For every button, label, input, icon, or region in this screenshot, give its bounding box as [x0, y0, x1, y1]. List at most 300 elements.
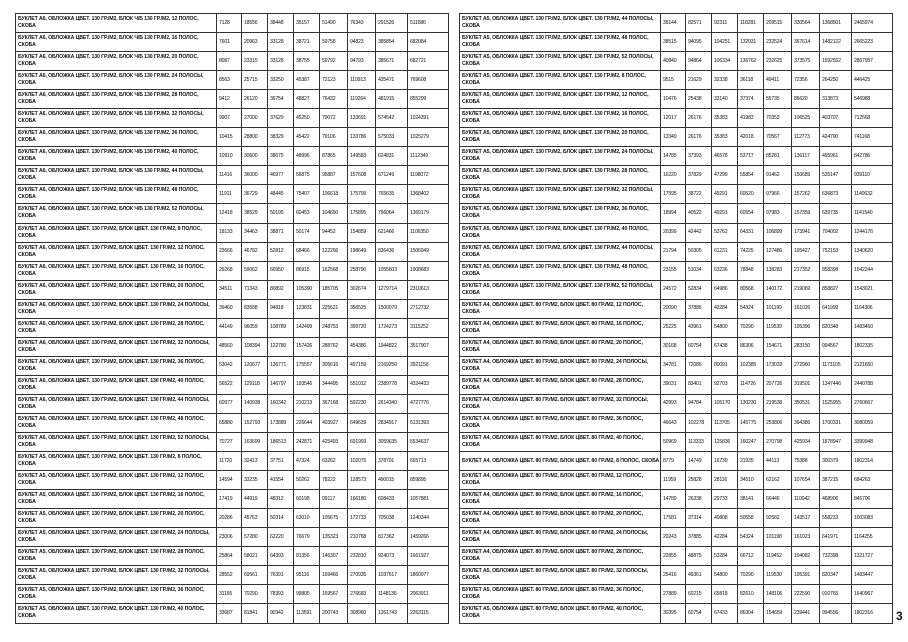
- product-name-cell: БУКЛЕТ А6, ОБЛОЖКА ЦВЕТ. 130 ГР./М2, БЛОК ЦВЕТ. 130 ГР./М2, 12 ПОЛОС, СКОБА: [16, 242, 217, 261]
- price-cell: 2614340: [376, 394, 408, 413]
- price-cell: 33128: [268, 33, 294, 52]
- price-cell: 842786: [852, 147, 893, 166]
- price-cell: 200743: [320, 604, 348, 623]
- price-cell: 481915: [376, 90, 408, 109]
- price-cell: 29268: [217, 261, 242, 280]
- product-name-cell: БУКЛЕТ А6, ОБЛОЖКА ЦВЕТ. 130 ГР./М2, БЛОК ЦВЕТ. 130 ГР./М2, 16 ПОЛОС, СКОБА: [16, 261, 217, 280]
- price-cell: 148106: [764, 585, 792, 604]
- page-number: 3: [896, 609, 903, 623]
- table-row: [460, 128, 893, 147]
- price-cell: 38721: [294, 33, 320, 52]
- price-cell: 45250: [294, 109, 320, 128]
- product-name-cell: БУКЛЕТ А6, ОБЛОЖКА ЦВЕТ. 130 ГР./М2, БЛОК Ч/Б 130 ГР./М2, 40 ПОЛОС, СКОБА: [16, 147, 217, 166]
- price-cell: 258790: [348, 261, 376, 280]
- price-cell: 665713: [408, 452, 449, 471]
- price-cell: 20090: [661, 299, 686, 318]
- price-cell: 1106350: [408, 223, 449, 242]
- price-cell: 119539: [764, 318, 792, 337]
- price-cell: 36118: [738, 71, 764, 90]
- price-cell: 30168: [661, 337, 686, 356]
- price-cell: 4324433: [408, 375, 449, 394]
- price-cell: 1321727: [852, 547, 893, 566]
- price-cell: 45387: [294, 71, 320, 90]
- product-name-cell: БУКЛЕТ А6, ОБЛОЖКА ЦВЕТ. 130 ГР./М2, БЛОК ЦВЕТ. 130 ГР./М2, 24 ПОЛОСЫ, СКОБА: [16, 299, 217, 318]
- price-cell: 3921158: [408, 356, 449, 375]
- price-cell: 2465974: [852, 14, 893, 33]
- table-row: [16, 566, 449, 585]
- price-cell: 490015: [376, 471, 408, 490]
- price-cell: 56875: [294, 166, 320, 185]
- price-cell: 65818: [712, 585, 738, 604]
- table-row: [460, 185, 893, 204]
- price-cell: 106525: [792, 109, 820, 128]
- price-cell: 1878947: [820, 433, 852, 452]
- table-row: [16, 109, 449, 128]
- product-name-cell: БУКЛЕТ А6, ОБЛОЖКА ЦВЕТ. 130 ГР./М2, БЛОК ЦВЕТ. 130 ГР./М2, 36 ПОЛОС, СКОБА: [16, 356, 217, 375]
- price-cell: 38722: [686, 185, 712, 204]
- price-cell: 66712: [738, 547, 764, 566]
- price-cell: 350531: [792, 394, 820, 413]
- table-row: [460, 14, 893, 33]
- price-cell: 1483447: [852, 566, 893, 585]
- price-cell: 175557: [294, 356, 320, 375]
- table-row: [16, 433, 449, 452]
- price-cell: 2712732: [408, 299, 449, 318]
- price-cell: 994556: [820, 604, 852, 623]
- product-name-cell: БУКЛЕТ А6, ОБЛОЖКА ЦВЕТ. 130 ГР./М2, БЛОК Ч/Б 130 ГР./М2, 12 ПОЛОС, СКОБА: [16, 14, 217, 33]
- price-cell: 1543021: [852, 280, 893, 299]
- price-cell: 38329: [268, 128, 294, 147]
- price-cell: 60520: [738, 185, 764, 204]
- table-row: [460, 242, 893, 261]
- price-cell: 575033: [376, 128, 408, 147]
- price-cell: 102278: [686, 413, 712, 432]
- table-row: [460, 356, 893, 375]
- price-cell: 17581: [661, 509, 686, 528]
- price-cell: 21794: [661, 242, 686, 261]
- price-cell: 1482122: [820, 33, 852, 52]
- table-row: [460, 318, 893, 337]
- price-cell: 399720: [348, 318, 376, 337]
- price-cell: 71343: [242, 280, 268, 299]
- price-cell: 44919: [242, 490, 268, 509]
- price-cell: 47299: [712, 166, 738, 185]
- price-cell: 356525: [348, 299, 376, 318]
- price-cell: 94095: [686, 33, 712, 52]
- price-cell: 161023: [792, 528, 820, 547]
- price-cell: 209515: [764, 14, 792, 33]
- price-cell: 49291: [712, 204, 738, 223]
- price-cell: 50262: [294, 471, 320, 490]
- price-cell: 108789: [268, 318, 294, 337]
- price-cell: 63262: [320, 452, 348, 471]
- price-cell: 26120: [242, 90, 268, 109]
- price-cell: 101198: [764, 528, 792, 547]
- product-name-cell: БУКЛЕТ А5, ОБЛОЖКА ЦВЕТ. 130 ГР./М2, БЛОК ЦВЕТ. 130 ГР./М2, 40 ПОЛОС, СКОБА: [460, 223, 661, 242]
- price-cell: 2121650: [852, 356, 893, 375]
- table-row: [460, 147, 893, 166]
- price-cell: 105675: [320, 509, 348, 528]
- table-row: [16, 375, 449, 394]
- price-cell: 20243: [661, 528, 686, 547]
- price-table-right: [459, 13, 893, 624]
- price-cell: 558233: [820, 509, 852, 528]
- price-cell: 1368501: [820, 14, 852, 33]
- price-cell: 60554: [738, 204, 764, 223]
- price-cell: 76391: [268, 566, 294, 585]
- price-cell: 82610: [738, 585, 764, 604]
- price-cell: 403927: [320, 413, 348, 432]
- price-cell: 94864: [686, 52, 712, 71]
- price-cell: 1369179: [408, 204, 449, 223]
- price-cell: 35383: [712, 128, 738, 147]
- price-cell: 994567: [820, 337, 852, 356]
- product-name-cell: БУКЛЕТ А6, ОБЛОЖКА ЦВЕТ. 130 ГР./М2, БЛОК ЦВЕТ. 130 ГР./М2, 8 ПОЛОС, СКОБА: [16, 223, 217, 242]
- price-cell: 106334: [712, 52, 738, 71]
- price-cell: 45763: [242, 509, 268, 528]
- price-cell: 732398: [820, 547, 852, 566]
- price-cell: 25416: [661, 566, 686, 585]
- price-cell: 154659: [764, 604, 792, 623]
- price-cell: 94823: [348, 33, 376, 52]
- price-cell: 425934: [792, 433, 820, 452]
- price-cell: 344495: [320, 375, 348, 394]
- price-cell: 32338: [712, 71, 738, 90]
- table-row: [460, 394, 893, 413]
- price-cell: 152793: [242, 413, 268, 432]
- price-cell: 53762: [712, 223, 738, 242]
- price-cell: 157608: [348, 166, 376, 185]
- price-cell: 691993: [348, 433, 376, 452]
- price-cell: 4727776: [408, 394, 449, 413]
- price-cell: 92582: [764, 509, 792, 528]
- price-cell: 104251: [712, 33, 738, 52]
- product-name-cell: БУКЛЕТ А4, ОБЛОЖКА ЦВЕТ. 80 ГР./М2, БЛОК ЦВЕТ. 80 ГР./М2, 8 ПОЛОС, СКОБА: [460, 452, 661, 471]
- price-cell: 12017: [661, 109, 686, 128]
- price-cell: 57280: [242, 528, 268, 547]
- price-cell: 80091: [712, 356, 738, 375]
- price-cell: 65880: [217, 413, 242, 432]
- product-name-cell: БУКЛЕТ А5, ОБЛОЖКА ЦВЕТ. 130 ГР./М2, БЛОК ЦВЕТ. 130 ГР./М2, 48 ПОЛОС, СКОБА: [460, 261, 661, 280]
- price-cell: 76679: [294, 528, 320, 547]
- price-cell: 106618: [320, 185, 348, 204]
- price-cell: 535147: [820, 166, 852, 185]
- price-cell: 92311: [712, 14, 738, 33]
- price-cell: 11416: [217, 166, 242, 185]
- price-cell: 232810: [348, 547, 376, 566]
- price-cell: 636873: [820, 185, 852, 204]
- price-cell: 5131393: [408, 413, 449, 432]
- price-cell: 138283: [764, 261, 792, 280]
- table-row: [460, 261, 893, 280]
- price-cell: 62220: [268, 528, 294, 547]
- price-cell: 17595: [661, 185, 686, 204]
- price-cell: 82571: [686, 14, 712, 33]
- price-cell: 641999: [820, 299, 852, 318]
- price-cell: 37314: [686, 509, 712, 528]
- price-cell: 27889: [661, 585, 686, 604]
- price-cell: 2263115: [408, 604, 449, 623]
- price-cell: 1024391: [408, 109, 449, 128]
- price-cell: 50558: [738, 509, 764, 528]
- price-cell: 20963: [242, 33, 268, 52]
- price-cell: 1506949: [408, 242, 449, 261]
- product-name-cell: БУКЛЕТ А5, ОБЛОЖКА ЦВЕТ. 130 ГР./М2, БЛОК ЦВЕТ. 130 ГР./М2, 44 ПОЛОСЫ, СКОБА: [460, 14, 661, 33]
- price-cell: 817362: [376, 528, 408, 547]
- price-cell: 97966: [764, 185, 792, 204]
- price-cell: 5534637: [408, 433, 449, 452]
- product-name-cell: БУКЛЕТ А5, ОБЛОЖКА ЦВЕТ. 130 ГР./М2, БЛОК ЦВЕТ. 130 ГР./М2, 52 ПОЛОСЫ, СКОБА: [460, 52, 661, 71]
- table-row: [460, 509, 893, 528]
- price-cell: 425493: [320, 433, 348, 452]
- table-row: [16, 413, 449, 432]
- price-cell: 78222: [320, 471, 348, 490]
- price-cell: 1037617: [376, 566, 408, 585]
- price-cell: 2310613: [408, 280, 449, 299]
- price-cell: 845706: [852, 490, 893, 509]
- price-cell: 37886: [686, 299, 712, 318]
- price-cell: 130230: [738, 394, 764, 413]
- price-cell: 46578: [712, 147, 738, 166]
- price-cell: 29733: [712, 490, 738, 509]
- price-cell: 25864: [217, 547, 242, 566]
- price-cell: 45422: [294, 128, 320, 147]
- price-cell: 160247: [738, 433, 764, 452]
- price-cell: 40522: [686, 204, 712, 223]
- price-cell: 173941: [792, 223, 820, 242]
- table-row: [16, 52, 449, 71]
- price-cell: 127486: [764, 242, 792, 261]
- table-row: [16, 604, 449, 623]
- price-cell: 42018: [738, 128, 764, 147]
- price-cell: 161026: [792, 299, 820, 318]
- price-cell: 385671: [376, 52, 408, 71]
- product-name-cell: БУКЛЕТ А5, ОБЛОЖКА ЦВЕТ. 130 ГР./М2, БЛОК ЦВЕТ. 130 ГР./М2, 36 ПОЛОС, СКОБА: [460, 204, 661, 223]
- price-cell: 34463: [242, 223, 268, 242]
- price-cell: 33140: [712, 90, 738, 109]
- product-name-cell: БУКЛЕТ А5, ОБЛОЖКА ЦВЕТ. 130 ГР./М2, БЛОК ЦВЕТ. 130 ГР./М2, 48 ПОЛОС, СКОБА: [460, 33, 661, 52]
- price-cell: 75388: [792, 452, 820, 471]
- price-cell: 1140632: [852, 185, 893, 204]
- price-cell: 1164255: [852, 528, 893, 547]
- price-cell: 10415: [217, 128, 242, 147]
- price-cell: 8563: [217, 71, 242, 90]
- price-cell: 21629: [686, 71, 712, 90]
- price-cell: 219069: [792, 280, 820, 299]
- price-cell: 33687: [217, 604, 242, 623]
- price-cell: 1164306: [852, 299, 893, 318]
- price-cell: 1141540: [852, 204, 893, 223]
- price-cell: 330564: [792, 14, 820, 33]
- price-cell: 122266: [320, 242, 348, 261]
- price-cell: 207726: [764, 375, 792, 394]
- table-row: [460, 223, 893, 242]
- price-cell: 684263: [852, 471, 893, 490]
- price-cell: 160342: [268, 394, 294, 413]
- price-cell: 61231: [712, 242, 738, 261]
- price-cell: 48875: [686, 547, 712, 566]
- price-cell: 91462: [764, 166, 792, 185]
- price-cell: 86620: [792, 90, 820, 109]
- product-name-cell: БУКЛЕТ А6, ОБЛОЖКА ЦВЕТ. 130 ГР./М2, БЛОК Ч/Б 130 ГР./М2, 52 ПОЛОСЫ, СКОБА: [16, 204, 217, 223]
- price-cell: 574542: [376, 109, 408, 128]
- price-cell: 765635: [376, 185, 408, 204]
- price-cell: 48445: [268, 185, 294, 204]
- price-cell: 1240344: [408, 509, 449, 528]
- product-name-cell: БУКЛЕТ А5, ОБЛОЖКА ЦВЕТ. 130 ГР./М2, БЛОК ЦВЕТ. 130 ГР./М2, 12 ПОЛОС, СКОБА: [460, 90, 661, 109]
- price-cell: 86304: [738, 604, 764, 623]
- price-cell: 270798: [764, 433, 792, 452]
- price-cell: 34781: [661, 356, 686, 375]
- price-cell: 36000: [242, 166, 268, 185]
- price-cell: 1542244: [852, 261, 893, 280]
- price-cell: 671249: [376, 166, 408, 185]
- price-cell: 13349: [661, 128, 686, 147]
- price-cell: 122780: [268, 337, 294, 356]
- price-cell: 56522: [217, 375, 242, 394]
- price-cell: 25225: [661, 318, 686, 337]
- price-cell: 75407: [294, 185, 320, 204]
- price-cell: 33250: [268, 71, 294, 90]
- price-cell: 169567: [320, 585, 348, 604]
- price-cell: 38141: [738, 490, 764, 509]
- price-cell: 195396: [792, 318, 820, 337]
- table-row: [16, 261, 449, 280]
- table-row: [16, 14, 449, 33]
- price-cell: 66446: [764, 490, 792, 509]
- price-cell: 52812: [268, 242, 294, 261]
- price-cell: 146797: [268, 375, 294, 394]
- price-cell: 140172: [764, 280, 792, 299]
- table-row: [16, 318, 449, 337]
- price-cell: 175895: [348, 204, 376, 223]
- price-cell: 105170: [712, 394, 738, 413]
- price-cell: 140938: [242, 394, 268, 413]
- price-cell: 51490: [320, 14, 348, 33]
- price-cell: 99117: [320, 490, 348, 509]
- product-name-cell: БУКЛЕТ А6, ОБЛОЖКА ЦВЕТ. 130 ГР./М2, БЛОК ЦВЕТ. 130 ГР./М2, 52 ПОЛОСЫ, СКОБА: [16, 433, 217, 452]
- table-row: [460, 280, 893, 299]
- price-cell: 3517907: [408, 337, 449, 356]
- price-cell: 37629: [268, 109, 294, 128]
- table-row: [460, 547, 893, 566]
- price-cell: 107654: [792, 471, 820, 490]
- price-cell: 195427: [792, 242, 820, 261]
- price-cell: 49361: [686, 566, 712, 585]
- price-cell: 193546: [294, 375, 320, 394]
- price-cell: 3399948: [852, 433, 893, 452]
- table-row: [460, 604, 893, 623]
- table-row: [16, 299, 449, 318]
- price-cell: 11959: [661, 471, 686, 490]
- price-cell: 769608: [408, 71, 449, 90]
- price-cell: 21935: [738, 452, 764, 471]
- price-cell: 123831: [294, 299, 320, 318]
- price-cell: 34511: [217, 280, 242, 299]
- price-cell: 1802335: [852, 337, 893, 356]
- table-row: [16, 509, 449, 528]
- table-row: [460, 166, 893, 185]
- price-cell: 55735: [764, 90, 792, 109]
- price-cell: 1802316: [852, 604, 893, 623]
- price-cell: 39031: [661, 375, 686, 394]
- price-cell: 939110: [852, 166, 893, 185]
- price-cell: 1908683: [408, 261, 449, 280]
- price-cell: 394386: [792, 413, 820, 432]
- table-row: [460, 471, 893, 490]
- product-name-cell: БУКЛЕТ А6, ОБЛОЖКА ЦВЕТ. 130 ГР./М2, БЛОК Ч/Б 130 ГР./М2, 36 ПОЛОС, СКОБА: [16, 128, 217, 147]
- table-row: [16, 471, 449, 490]
- table-row: [16, 585, 449, 604]
- price-cell: 49291: [712, 185, 738, 204]
- price-cell: 96059: [242, 318, 268, 337]
- price-cell: 454380: [348, 337, 376, 356]
- price-cell: 468906: [820, 490, 852, 509]
- table-row: [460, 452, 893, 471]
- price-cell: 55854: [738, 166, 764, 185]
- price-cell: 2834917: [376, 413, 408, 432]
- product-name-cell: БУКЛЕТ А4, ОБЛОЖКА ЦВЕТ. 80 ГР./М2, БЛОК ЦВЕТ. 80 ГР./М2, 24 ПОЛОСЫ, СКОБА: [460, 528, 661, 547]
- price-cell: 102075: [348, 452, 376, 471]
- price-cell: 641971: [820, 528, 852, 547]
- product-name-cell: БУКЛЕТ А4, ОБЛОЖКА ЦВЕТ. 80 ГР./М2, БЛОК ЦВЕТ. 80 ГР./М2, 16 ПОЛОС, СКОБА: [460, 318, 661, 337]
- price-cell: 270935: [348, 566, 376, 585]
- price-cell: 133786: [348, 128, 376, 147]
- price-cell: 551012: [348, 375, 376, 394]
- price-cell: 70290: [738, 566, 764, 585]
- price-cell: 162568: [320, 261, 348, 280]
- table-row: [16, 547, 449, 566]
- price-cell: 37829: [686, 166, 712, 185]
- product-name-cell: БУКЛЕТ А5, ОБЛОЖКА ЦВЕТ. 130 ГР./М2, БЛОК ЦВЕТ. 130 ГР./М2, 24 ПОЛОСЫ, СКОБА: [16, 528, 217, 547]
- price-cell: 639735: [820, 204, 852, 223]
- table-row: [16, 185, 449, 204]
- price-cell: 33128: [268, 52, 294, 71]
- table-row: [460, 490, 893, 509]
- price-cell: 53717: [738, 147, 764, 166]
- price-cell: 37374: [738, 90, 764, 109]
- price-cell: 283150: [792, 337, 820, 356]
- price-cell: 79106: [320, 128, 348, 147]
- table-row: [16, 90, 449, 109]
- price-cell: 1368402: [408, 185, 449, 204]
- price-cell: 40808: [712, 509, 738, 528]
- price-cell: 1347446: [820, 375, 852, 394]
- price-cell: 2760667: [852, 394, 893, 413]
- price-cell: 48312: [268, 490, 294, 509]
- table-row: [16, 147, 449, 166]
- price-cell: 58021: [242, 547, 268, 566]
- price-cell: 132031: [738, 33, 764, 52]
- price-cell: 90342: [268, 604, 294, 623]
- price-cell: 17419: [217, 490, 242, 509]
- price-cell: 95887: [320, 166, 348, 185]
- price-cell: 1700331: [820, 413, 852, 432]
- product-name-cell: БУКЛЕТ А5, ОБЛОЖКА ЦВЕТ. 80 ГР./М2, БЛОК ЦВЕТ. 80 ГР./М2, 36 ПОЛОС, СКОБА: [460, 585, 661, 604]
- product-name-cell: БУКЛЕТ А5, ОБЛОЖКА ЦВЕТ. 130 ГР./М2, БЛОК ЦВЕТ. 130 ГР./М2, 28 ПОЛОС, СКОБА: [16, 547, 217, 566]
- price-cell: 3115252: [408, 318, 449, 337]
- price-cell: 105390: [294, 280, 320, 299]
- table-row: [460, 413, 893, 432]
- price-cell: 38448: [268, 14, 294, 33]
- price-cell: 26176: [686, 128, 712, 147]
- price-cell: 42284: [712, 528, 738, 547]
- product-name-cell: БУКЛЕТ А5, ОБЛОЖКА ЦВЕТ. 130 ГР./М2, БЛОК ЦВЕТ. 130 ГР./М2, 52 ПОЛОСЫ, СКОБА: [460, 280, 661, 299]
- table-row: [460, 566, 893, 585]
- price-cell: 37751: [268, 452, 294, 471]
- product-name-cell: БУКЛЕТ А5, ОБЛОЖКА ЦВЕТ. 130 ГР./М2, БЛОК ЦВЕТ. 130 ГР./М2, 28 ПОЛОС, СКОБА: [460, 166, 661, 185]
- price-cell: 64986: [712, 280, 738, 299]
